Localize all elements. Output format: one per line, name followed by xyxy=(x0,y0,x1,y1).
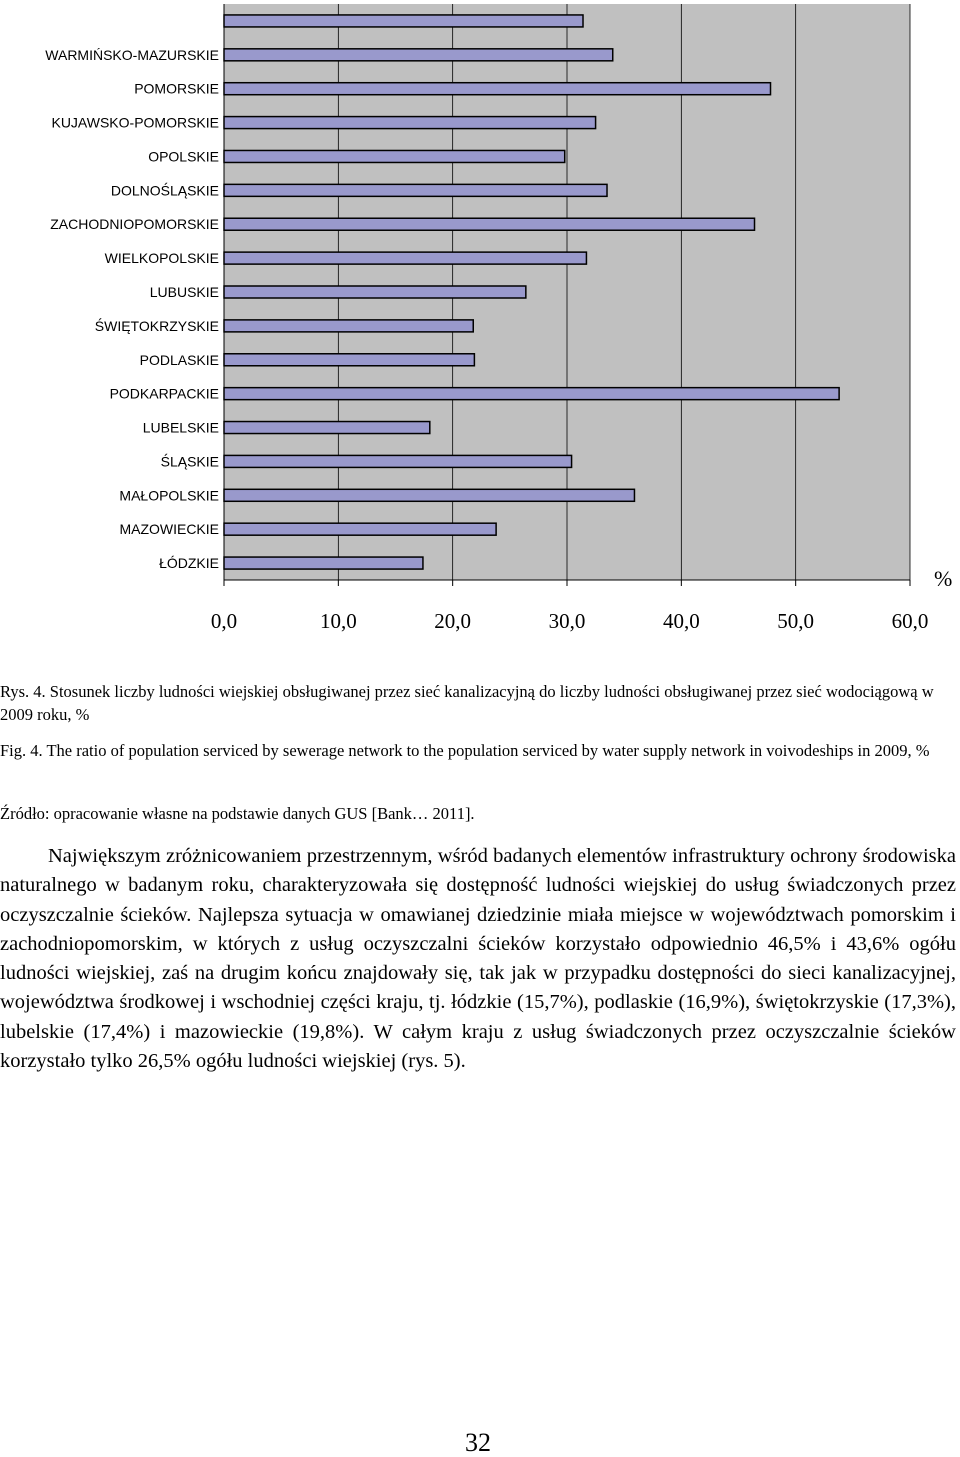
category-label: ŁÓDZKIE xyxy=(159,555,219,572)
bar xyxy=(224,523,496,535)
bar xyxy=(224,320,473,332)
category-label: LUBUSKIE xyxy=(149,284,219,300)
caption-polish: Rys. 4. Stosunek liczby ludności wiejskiej obsługiwanej przez sieć kanalizacyjną do liczby ludności obsługiwanej przez sieć wodociągową w 2009 roku, % xyxy=(0,682,934,724)
x-tick-label: 40,0 xyxy=(662,609,700,633)
category-labels xyxy=(45,47,219,571)
category-label: OPOLSKIE xyxy=(148,148,219,165)
category-label: PODLASKIE xyxy=(139,351,219,368)
bar xyxy=(224,150,565,162)
bar xyxy=(224,49,613,61)
category-label: PODKARPACKIE xyxy=(109,385,219,402)
body-paragraph: Największym zróżnicowaniem przestrzennym, wśród badanych elementów infrastruktury ochrony środowiska naturalnego w badanym roku, charakteryzowała się dostępność ludności wiejskiej do usług świadczonych przez oczyszczalnie ścieków. Najlepsza sytuacja w omawianej dziedzinie miała miejsce w województwach pomorskim i zachodniopomorskim, w których z usług oczyszczalni ścieków korzystało odpowiednio 46,5% i 43,6% ogółu ludności wiejskiej, zaś na drugim końcu znajdowały się, tak jak w przypadku dostępności do sieci kanalizacyjnej, województwa środkowej i wschodniej części kraju, tj. łódzkie (15,7%), podlaskie (16,9%), świętokrzyskie (17,3%), lubelskie (17,4%) i mazowieckie (19,8%). W całym kraju z usług świadczonych przez oczyszczalnie ścieków korzystało tylko 26,5% ogółu ludności wiejskiej (rys. 5). xyxy=(0,845,956,1073)
caption-english: Fig. 4. The ratio of population serviced by sewerage network to the population serviced by water supply network in voivodeships in 2009, % xyxy=(0,741,930,760)
bar xyxy=(224,184,607,196)
unit-label: % xyxy=(934,566,953,591)
x-tick-label: 50,0 xyxy=(777,609,815,633)
category-label: LUBELSKIE xyxy=(142,419,219,436)
x-axis-ticks xyxy=(211,580,929,633)
category-label: ŚWIĘTOKRZYSKIE xyxy=(94,317,219,334)
category-label: DOLNOŚLĄSKIE xyxy=(110,182,219,199)
bar xyxy=(224,422,430,434)
category-label: ŚLĄSKIE xyxy=(160,453,219,470)
bar xyxy=(224,489,634,501)
category-label: WARMIŃSKO-MAZURSKIE xyxy=(45,46,219,63)
body-text xyxy=(0,842,956,1076)
category-label: ZACHODNIOPOMORSKIE xyxy=(50,216,219,233)
bar xyxy=(224,286,526,298)
category-label: KUJAWSKO-POMORSKIE xyxy=(51,114,219,131)
bar xyxy=(224,117,596,129)
bar xyxy=(224,218,755,230)
x-tick-label: 30,0 xyxy=(548,609,586,633)
bar xyxy=(224,455,572,467)
bar xyxy=(224,354,474,366)
page-number: 32 xyxy=(465,1428,491,1457)
bar-chart xyxy=(0,0,960,650)
category-label: MAZOWIECKIE xyxy=(119,521,219,538)
x-tick-label: 60,0 xyxy=(891,609,929,633)
x-tick-label: 0,0 xyxy=(210,609,238,633)
bar xyxy=(224,388,839,400)
bar xyxy=(224,83,771,95)
bar xyxy=(224,557,423,569)
source-note: Źródło: opracowanie własne na podstawie danych GUS [Bank… 2011]. xyxy=(0,804,475,823)
category-label: WIELKOPOLSKIE xyxy=(104,250,219,267)
category-label: POMORSKIE xyxy=(134,80,219,97)
bar xyxy=(224,252,586,264)
category-label: MAŁOPOLSKIE xyxy=(119,487,219,504)
x-tick-label: 20,0 xyxy=(434,609,472,633)
x-tick-label: 10,0 xyxy=(319,609,357,633)
bar xyxy=(224,15,583,27)
